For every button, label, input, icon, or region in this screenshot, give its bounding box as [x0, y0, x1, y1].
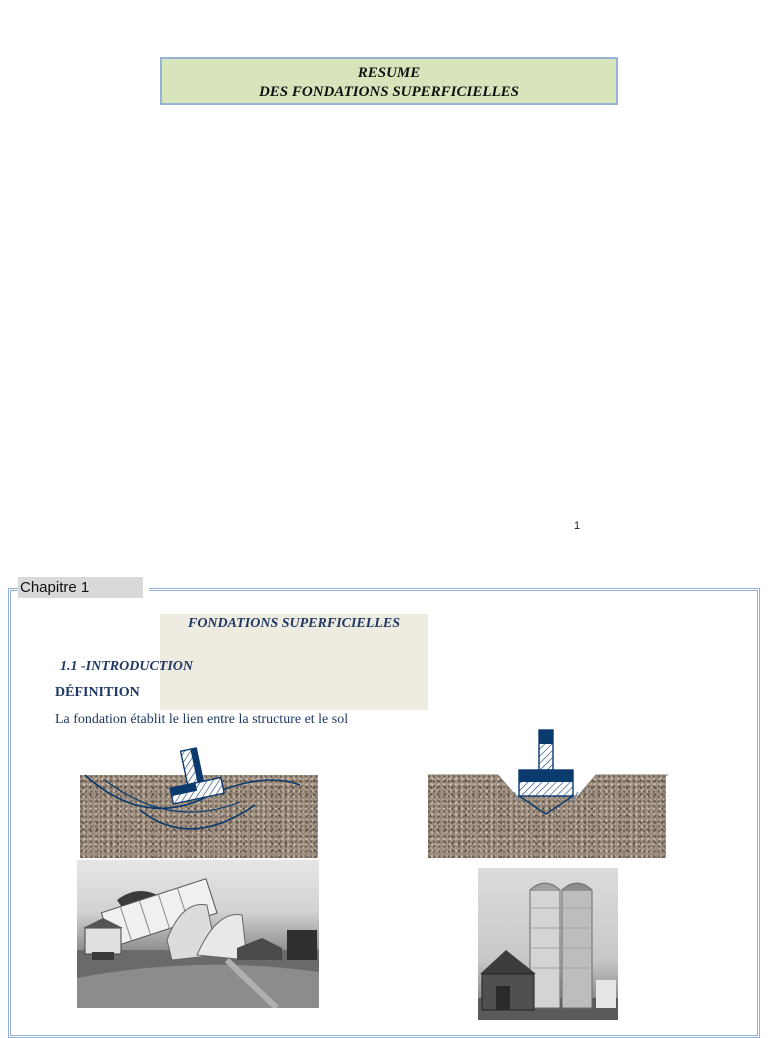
- tilted-footing: [163, 744, 224, 804]
- tilted-silo-illustration: [77, 860, 319, 1008]
- tilted-silo-photo: [77, 860, 319, 1008]
- barn-silos-photo: [478, 868, 618, 1020]
- failure-wedge: [519, 796, 573, 814]
- footing-base-fill: [519, 770, 573, 782]
- section-title: FONDATIONS SUPERFICIELLES: [187, 616, 400, 631]
- intro-heading: 1.1 -INTRODUCTION: [60, 659, 193, 674]
- document-title-box: [160, 57, 618, 105]
- chapter-header: Chapitre 1: [18, 577, 143, 598]
- page-number: 1: [574, 520, 581, 532]
- footing-column-fill: [539, 730, 553, 744]
- frame-gap: [143, 586, 149, 592]
- tilted-footing-diagram: [80, 740, 320, 860]
- title-line-2: DES FONDATIONS SUPERFICIELLES: [258, 84, 520, 100]
- punching-footing-diagram: [428, 726, 668, 861]
- title-line-1: RESUME: [357, 65, 421, 81]
- definition-heading: DÉFINITION: [55, 685, 140, 700]
- barn-silos-illustration: [478, 868, 618, 1020]
- definition-text: La fondation établit le lien entre la structure et le sol: [55, 712, 349, 727]
